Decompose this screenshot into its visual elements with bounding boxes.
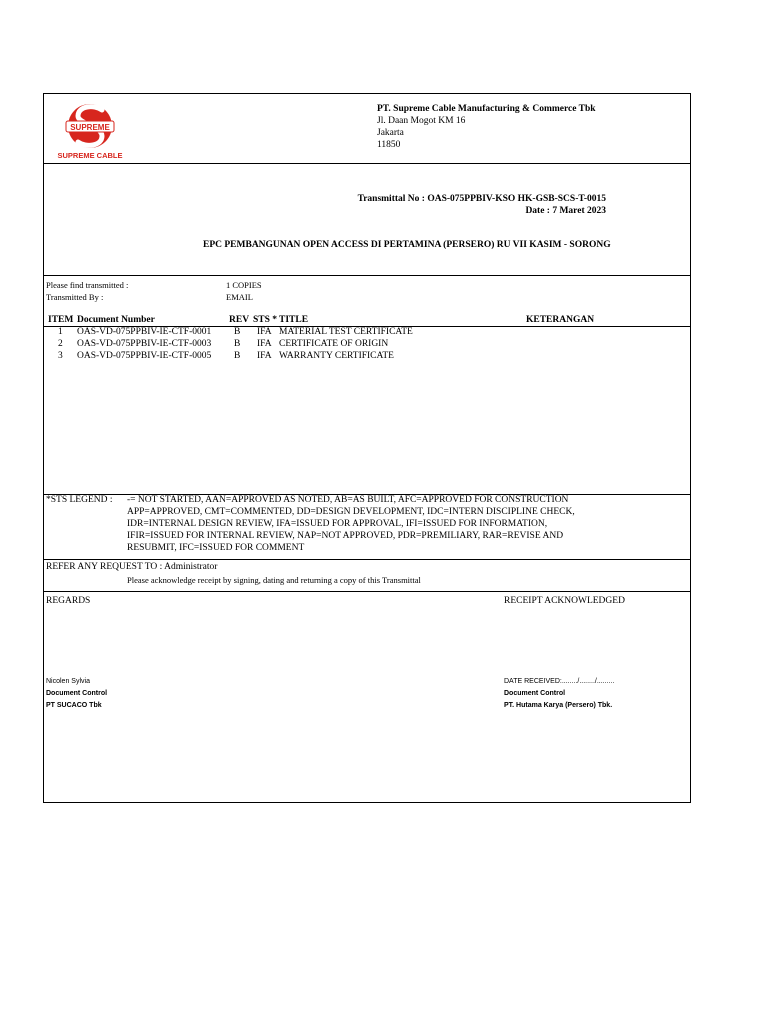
legend-line: RESUBMIT, IFC=ISSUED FOR COMMENT <box>127 543 305 553</box>
company-name: PT. Supreme Cable Manufacturing & Commerce Tbk <box>377 104 596 114</box>
row-document-number: OAS-VD-075PPBIV-IE-CTF-0001 <box>77 327 212 337</box>
transmittal-date-row <box>525 206 606 216</box>
legend-line: IFIR=ISSUED FOR INTERNAL REVIEW, NAP=NOT APPROVED, PDR=PREMILIARY, RAR=REVISE AND <box>127 531 564 541</box>
header-document-number: Document Number <box>77 315 155 325</box>
legend-line: APP=APPROVED, CMT=COMMENTED, DD=DESIGN DEVELOPMENT, IDC=INTERN DISCIPLINE CHECK, <box>127 507 575 517</box>
header-rev: REV <box>229 315 250 325</box>
receipt-acknowledged-label: RECEIPT ACKNOWLEDGED <box>504 596 625 606</box>
row-document-number: OAS-VD-075PPBIV-IE-CTF-0005 <box>77 351 212 361</box>
divider <box>44 591 690 592</box>
row-document-number: OAS-VD-075PPBIV-IE-CTF-0003 <box>77 339 212 349</box>
logo-badge-text: SUPREME <box>70 123 110 132</box>
divider <box>44 559 690 560</box>
receiver-company: PT. Hutama Karya (Persero) Tbk. <box>504 702 613 709</box>
divider <box>44 275 690 276</box>
logo-caption: SUPREME CABLE <box>57 151 123 160</box>
date-received: DATE RECEIVED:......../......../......... <box>504 678 615 685</box>
row-rev: B <box>234 339 241 349</box>
row-item: 1 <box>58 327 63 337</box>
sts-legend-label: *STS LEGEND : <box>46 495 113 505</box>
header-sts: STS * <box>253 315 278 325</box>
find-label: Please find transmitted : <box>46 280 129 290</box>
transmittal-date-label: Date : <box>525 206 550 216</box>
header-item: ITEM <box>48 315 74 325</box>
signer-role: Document Control <box>46 690 108 697</box>
regards-label: REGARDS <box>46 596 91 606</box>
row-sts: IFA <box>257 351 272 361</box>
company-city: Jakarta <box>377 128 404 138</box>
row-rev: B <box>234 351 241 361</box>
row-title: WARRANTY CERTIFICATE <box>279 351 394 361</box>
divider <box>44 163 690 164</box>
row-title: MATERIAL TEST CERTIFICATE <box>279 327 413 337</box>
signer-name: Nicolen Sylvia <box>46 678 90 685</box>
header-title: TITLE <box>279 315 309 325</box>
project-title: EPC PEMBANGUNAN OPEN ACCESS DI PERTAMINA (PERSERO) RU VII KASIM - SORONG <box>203 240 611 250</box>
row-title: CERTIFICATE OF ORIGIN <box>279 339 389 349</box>
transmittal-date: 7 Maret 2023 <box>552 206 606 216</box>
transmitted-by-value: EMAIL <box>226 292 253 302</box>
row-item: 3 <box>58 351 63 361</box>
row-item: 2 <box>58 339 63 349</box>
transmittal-number-label: Transmittal No : <box>357 194 425 204</box>
row-sts: IFA <box>257 339 272 349</box>
transmittal-number: OAS-075PPBIV-KSO HK-GSB-SCS-T-0015 <box>427 194 606 204</box>
transmittal-number-row <box>358 194 606 204</box>
legend-line: -= NOT STARTED, AAN=APPROVED AS NOTED, AB=AS BUILT, AFC=APPROVED FOR CONSTRUCTION <box>127 495 569 505</box>
transmittal-form <box>43 93 691 803</box>
supreme-cable-logo <box>50 100 130 160</box>
row-sts: IFA <box>257 327 272 337</box>
company-address: Jl. Daan Mogot KM 16 <box>377 116 466 126</box>
receiver-role: Document Control <box>504 690 566 697</box>
signer-company: PT SUCACO Tbk <box>46 702 102 709</box>
legend-line: IDR=INTERNAL DESIGN REVIEW, IFA=ISSUED FOR APPROVAL, IFI=ISSUED FOR INFORMATION, <box>127 519 548 529</box>
transmitted-by-label: Transmitted By : <box>46 292 104 302</box>
header-keterangan: KETERANGAN <box>526 315 595 325</box>
company-postal: 11850 <box>377 140 401 150</box>
find-value: 1 COPIES <box>226 280 262 290</box>
refer-request-to: REFER ANY REQUEST TO : Administrator <box>46 562 218 572</box>
acknowledge-note: Please acknowledge receipt by signing, dating and returning a copy of this Transmittal <box>127 575 421 585</box>
row-rev: B <box>234 327 241 337</box>
